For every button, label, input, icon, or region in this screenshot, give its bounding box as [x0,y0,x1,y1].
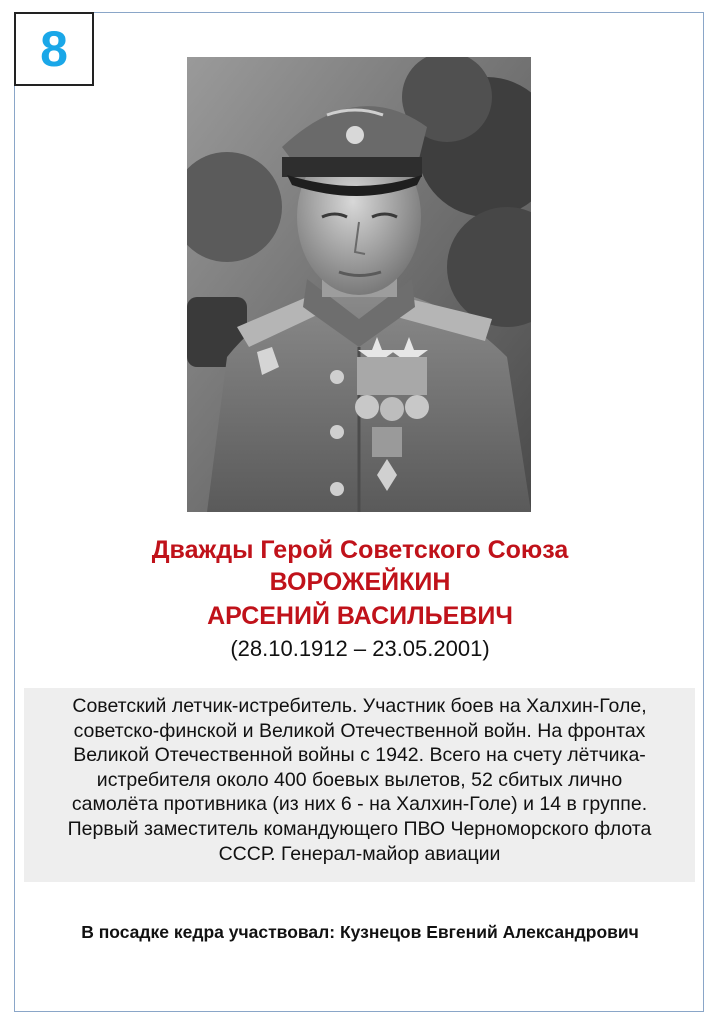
bio-line: истребителя около 400 боевых вылетов, 52 сбитых лично [96,768,623,791]
hero-name: АРСЕНИЙ ВАСИЛЬЕВИЧ [207,602,513,630]
bio-line: советско-финской и Великой Отечественной войн. На фронтах [73,719,646,742]
portrait-photo [187,57,531,512]
card-number: 8 [40,21,68,77]
bio-line: Великой Отечественной войны с 1942. Всего на счету лётчика- [73,744,646,767]
bio-line: Первый заместитель командующего ПВО Черноморского флота [67,817,652,840]
planting-participant: В посадке кедра участвовал: Кузнецов Евгений Александрович [81,922,639,942]
bio-line: самолёта противника (из них 6 - на Халхин-Голе) и 14 в группе. [71,793,648,816]
bio-line: СССР. Генерал-майор авиации [218,842,501,865]
biography-block [24,688,695,882]
portrait-illustration [187,57,531,512]
life-dates: (28.10.1912 – 23.05.2001) [230,636,490,661]
honor-title: Дважды Герой Советского Союза [151,536,569,564]
bio-line: Советский летчик-истребитель. Участник боев на Халхин-Голе, [72,695,647,717]
hero-surname: ВОРОЖЕЙКИН [269,568,451,596]
card-number-box [14,12,94,86]
